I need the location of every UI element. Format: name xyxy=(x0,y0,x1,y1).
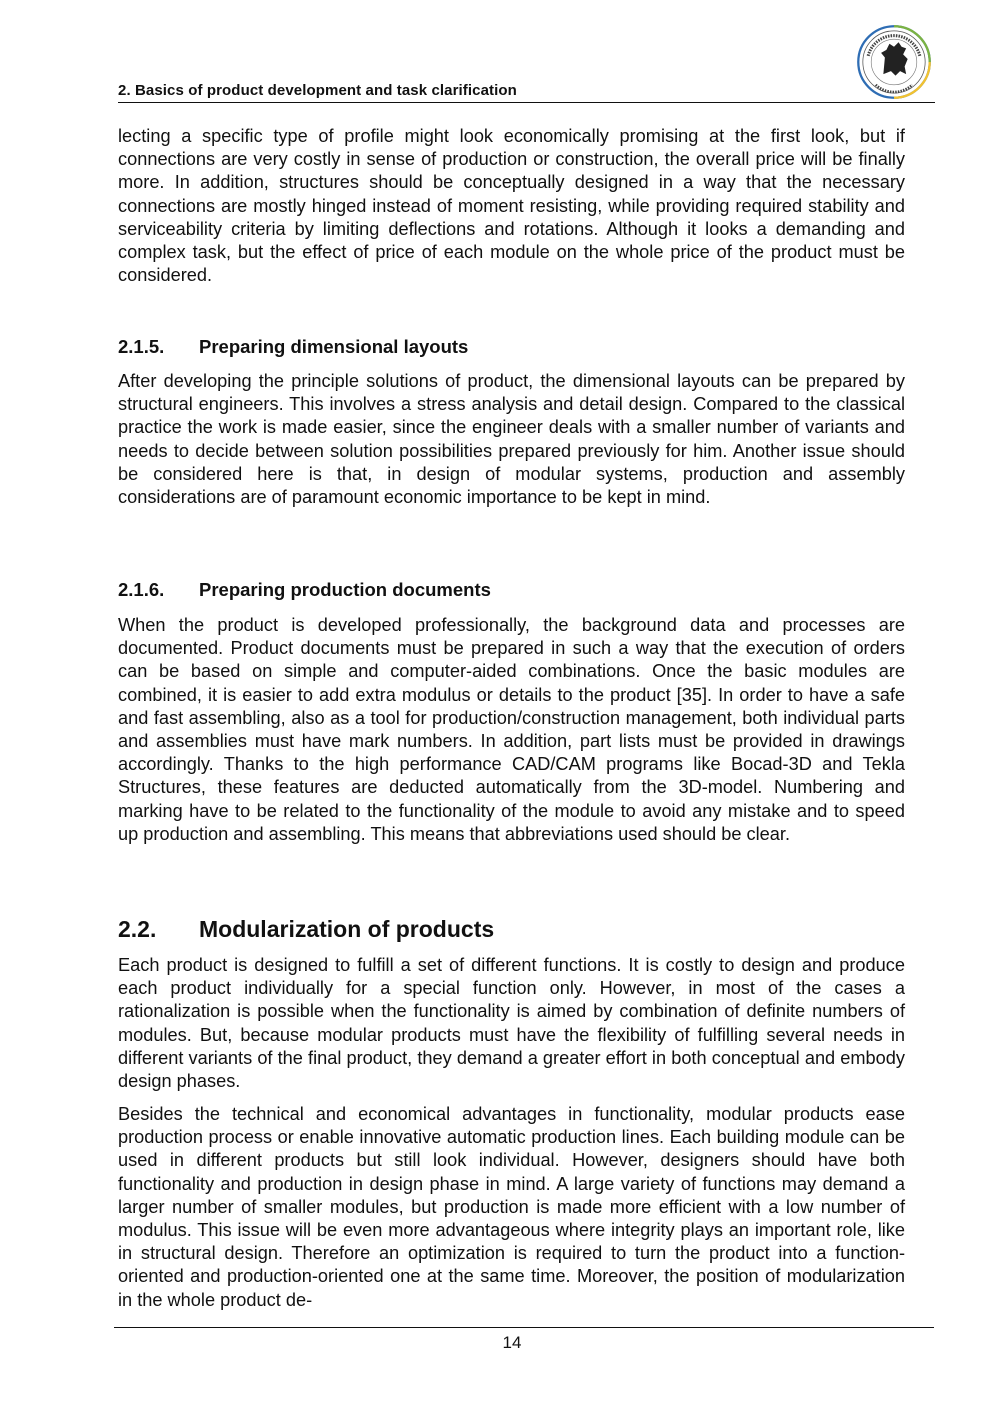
section-title: Preparing production documents xyxy=(199,579,491,600)
paragraph: When the product is developed professionally, the background data and processes are documented. Product documents must be prepared in such a way that the execution of orders can be based on simple and computer-aided combinations. Once the basic modules are combined, it is easier to add extra modulus or details to the product [35]. In order to have a safe and fast assembling, also as a tool for production/construction management, both individual parts and assemblies must have mark numbers. In addition, part lists must be provided in drawings accordingly. Thanks to the high performance CAD/CAM programs like Bocad-3D and Tekla Structures, these features are deducted automatically from the 3D-model. Numbering and marking have to be related to the functionality of the module to avoid any mistake and to speed up production and assembling. This means that abbreviations used should be clear. xyxy=(118,615,905,844)
section-heading-2-1-6 xyxy=(118,578,905,602)
section-title: Modularization of products xyxy=(199,916,495,942)
running-header xyxy=(118,80,935,103)
page-number: 14 xyxy=(502,1333,522,1352)
paragraph: After developing the principle solutions of product, the dimensional layouts can be prepared by structural engineers. This involves a stress analysis and detail design. Compared to the classical practice the work is made easier, since the engineer deals with a smaller number of variants and needs to decide between solution possibilities prepared previously for him. Another issue should be considered here is that, in design of modular systems, production and assembly considerations are of paramount economic importance to be kept in mind. xyxy=(118,371,905,508)
paragraph: Each product is designed to fulfill a set of different functions. It is costly to design and produce each product individually for a special function only. However, in most of the cases a rationalization is possible when the functionality is aimed by combination of definite numbers of modules. But, because modular products must have the flexibility of fulfilling several needs in different variants of the final product, they demand a greater effort in both conceptual and embody design phases. xyxy=(118,955,905,1092)
section-heading-2-2 xyxy=(118,914,905,944)
running-header-title: 2. Basics of product development and task clarification xyxy=(118,82,517,99)
university-seal-icon xyxy=(856,24,932,100)
section-number: 2.2. xyxy=(118,916,157,942)
section-number: 2.1.5. xyxy=(118,336,165,357)
section-title: Preparing dimensional layouts xyxy=(199,336,469,357)
footer-divider xyxy=(114,1327,934,1328)
paragraph: Besides the technical and economical advantages in functionality, modular products ease production process or enable innovative automatic production lines. Each building module can be used in different products but still look individual. However, designers should have both functionality and production in design phase in mind. A large variety of functions may demand a larger number of smaller modules, but production is made more efficient with a low number of modulus. This issue will be even more advantageous where integrity plays an important role, like in structural design. Therefore an optimization is required to turn the product into a function-oriented and production-oriented one at the same time. Moreover, the position of modularization in the whole product de- xyxy=(118,1104,905,1310)
section-heading-2-1-5 xyxy=(118,335,905,359)
section-number: 2.1.6. xyxy=(118,579,165,600)
paragraph: lecting a specific type of profile might look economically promising at the first look, but if connections are very costly in sense of production or construction, the overall price will be finally more. In addition, structures should be conceptually designed in a way that the necessary connections are mostly hinged instead of moment resisting, while providing required stability and serviceability criteria by limiting deflections and rotations. Although it looks a demanding and complex task, but the effect of price of each module on the whole price of the product must be considered. xyxy=(118,126,905,286)
